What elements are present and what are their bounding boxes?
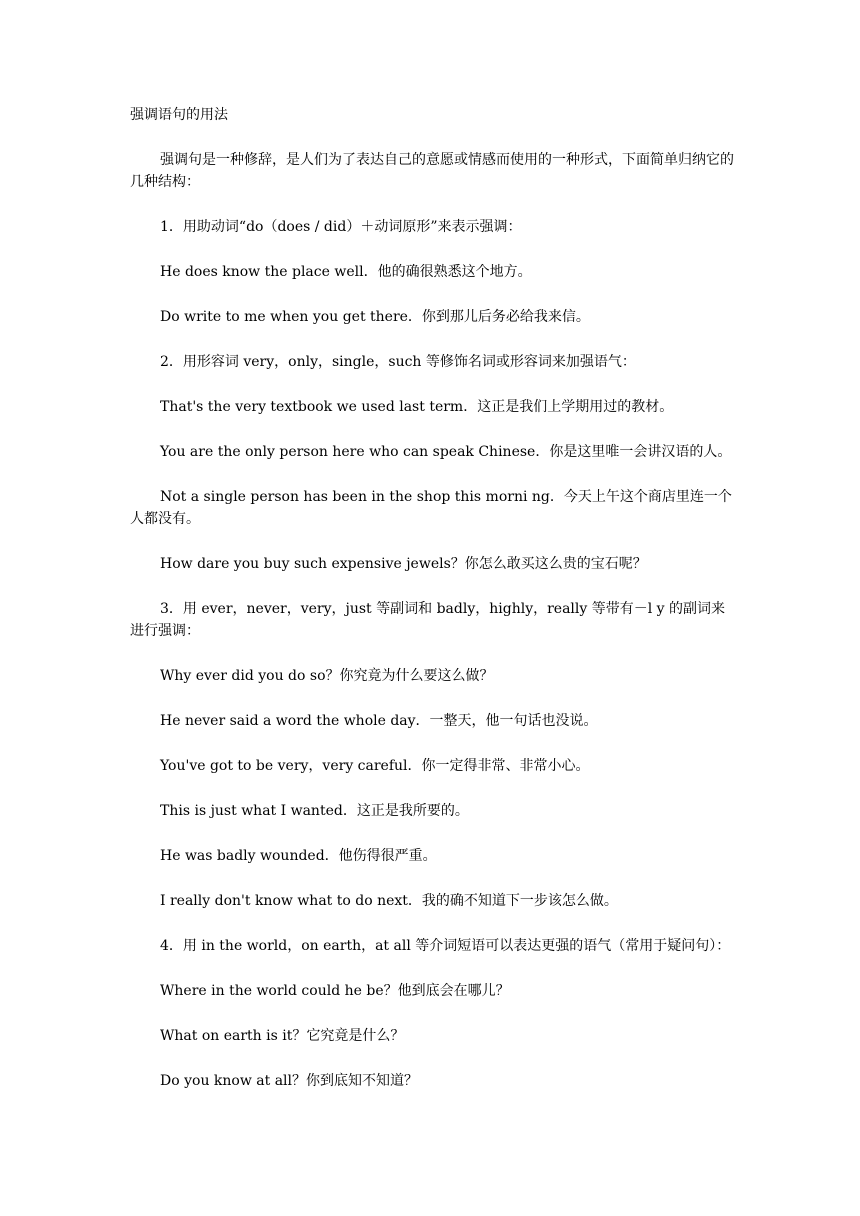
example-sentence: You've got to be very，very careful．你一定得非常、非常小心。 (160, 758, 590, 774)
example-sentence: I really don't know what to do next．我的确不知道下一步该怎么做。 (160, 893, 618, 909)
example-sentence: This is just what I wanted．这正是我所要的。 (160, 803, 469, 819)
example-sentence: Where in the world could he be？他到底会在哪儿？ (160, 983, 510, 999)
example-sentence: How dare you buy such expensive jewels？你怎么敢买这么贵的宝石呢？ (160, 556, 647, 572)
section-heading-1: 1．用助动词“do（does / did）＋动词原形”来表示强调： (160, 219, 522, 235)
example-sentence: You are the only person here who can speak Chinese．你是这里唯一会讲汉语的人。 (160, 444, 732, 460)
example-sentence: Do you know at all？你到底知不知道？ (160, 1073, 418, 1089)
section-heading-2: 2．用形容词 very，only，single，such 等修饰名词或形容词来加强语气： (160, 354, 636, 370)
section-heading-4: 4．用 in the world，on earth，at all 等介词短语可以表达更强的语气（常用于疑问句）： (160, 938, 731, 954)
example-sentence: He does know the place well．他的确很熟悉这个地方。 (160, 264, 532, 280)
example-sentence: Do write to me when you get there．你到那儿后务必给我来信。 (160, 309, 590, 325)
example-sentence: Not a single person has been in the shop this morni ng．今天上午这个商店里连一个人都没有。 (130, 489, 732, 527)
example-sentence: He never said a word the whole day．一整天，他一句话也没说。 (160, 713, 598, 729)
intro-paragraph: 强调句是一种修辞，是人们为了表达自己的意愿或情感而使用的一种形式，下面简单归纳它的几种结构： (130, 152, 734, 190)
section-heading-3: 3．用 ever，never，very，just 等副词和 badly，highly，really 等带有－l y 的副词来进行强调： (130, 601, 726, 639)
example-sentence: What on earth is it？它究竟是什么？ (160, 1028, 405, 1044)
document-body (130, 104, 735, 1092)
document-title: 强调语句的用法 (130, 107, 228, 123)
example-sentence: He was badly wounded．他伤得很严重。 (160, 848, 437, 864)
example-sentence: That's the very textbook we used last term．这正是我们上学期用过的教材。 (160, 399, 674, 415)
example-sentence: Why ever did you do so？你究竟为什么要这么做？ (160, 668, 494, 684)
